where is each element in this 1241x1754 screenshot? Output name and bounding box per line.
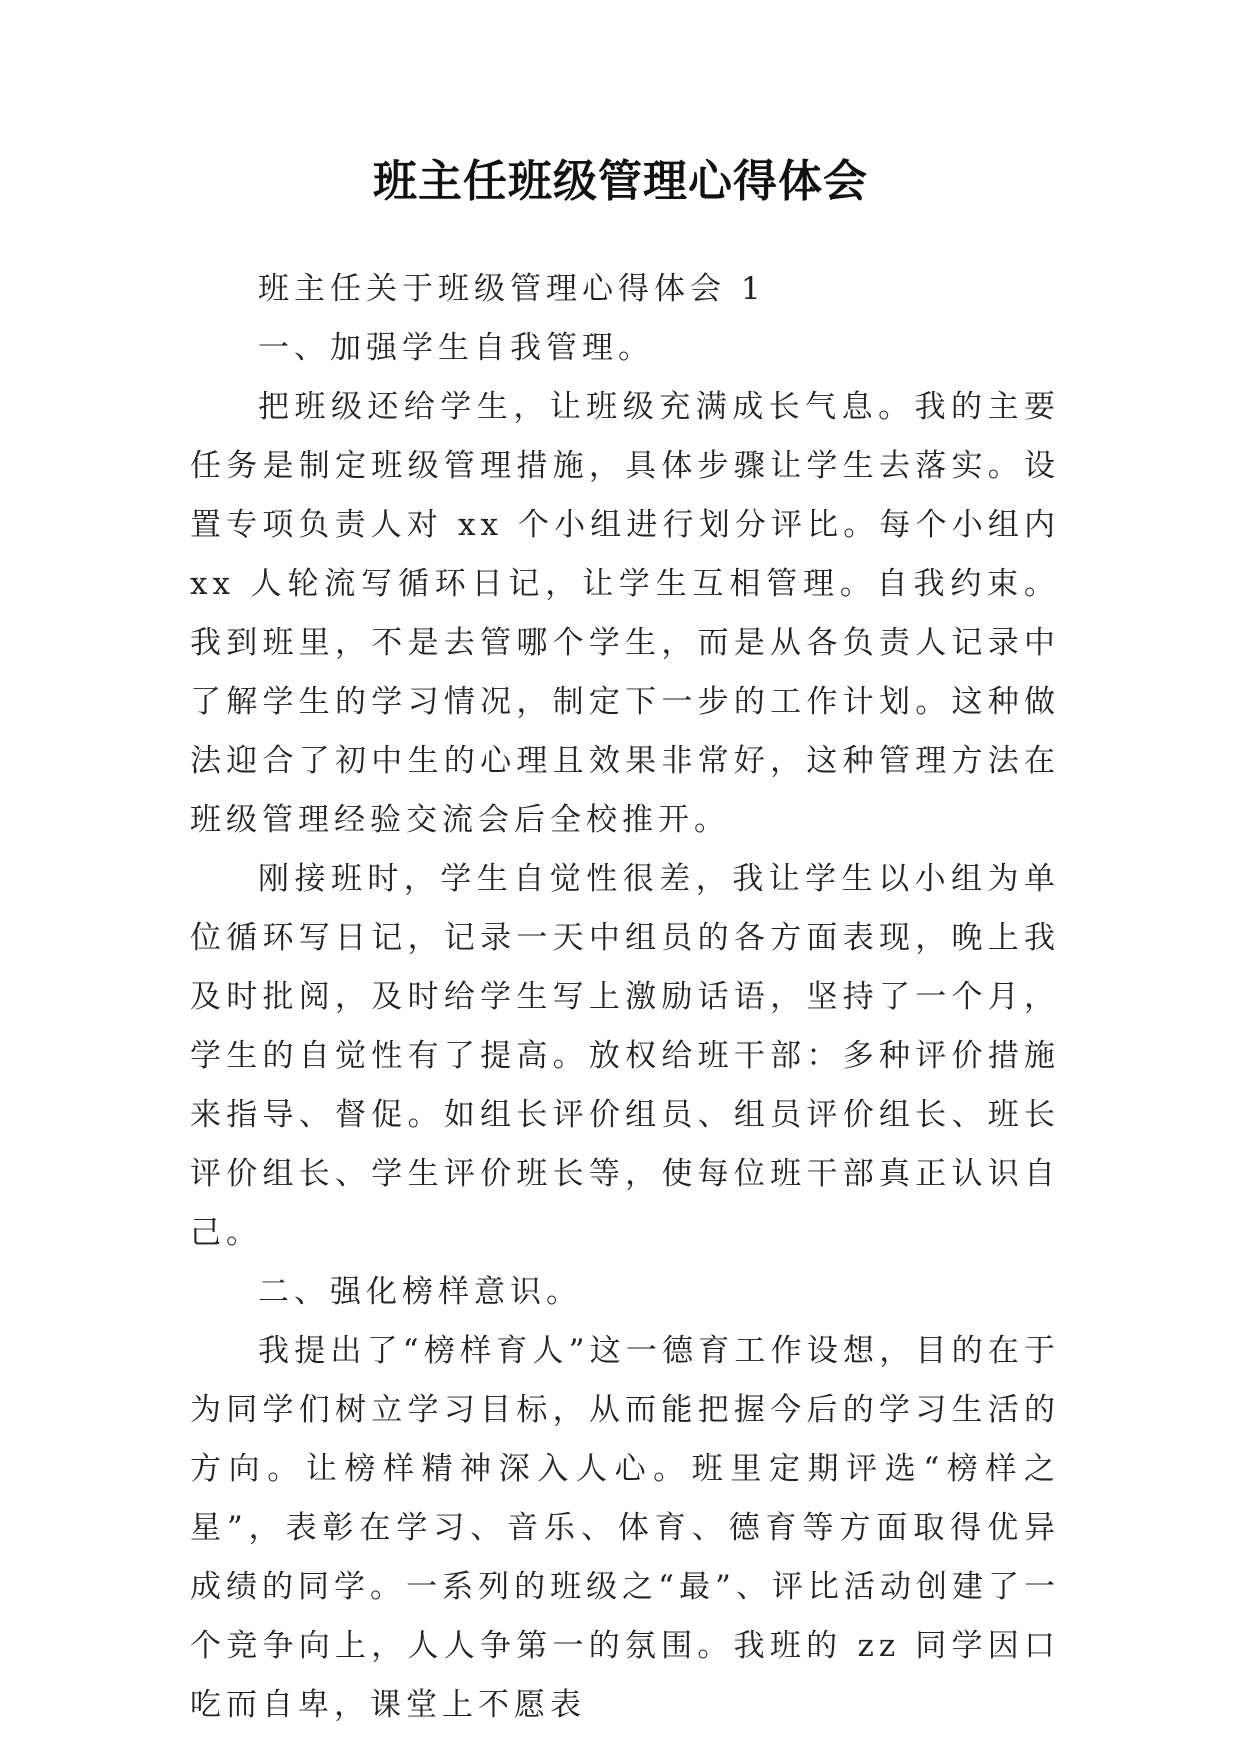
paragraph-section-heading-1: 一、加强学生自我管理。 <box>258 330 654 366</box>
document-body <box>190 260 1060 1735</box>
paragraph-body-2: 刚接班时，学生自觉性很差，我让学生以小组为单位循环写日记，记录一天中组员的各方面表现，晚上我及时批阅，及时给学生写上激励话语，坚持了一个月，学生的自觉性有了提高。放权给班干部：多种评价措施来指导、督促。如组长评价组员、组员评价组长、班长评价组长、学生评价班长等，使每位班干部真正认识自己。 <box>190 861 1060 1251</box>
paragraph-subtitle: 班主任关于班级管理心得体会 1 <box>258 271 766 307</box>
paragraph-body-1: 把班级还给学生，让班级充满成长气息。我的主要任务是制定班级管理措施，具体步骤让学生去落实。设置专项负责人对 xx 个小组进行划分评比。每个小组内 xx 人轮流写循环日记，让学生互相管理。自我约束。我到班里，不是去管哪个学生，而是从各负责人记录中了解学生的学习情况，制定下一步的工作计划。这种做法迎合了初中生的心理且效果非常好，这种管理方法在班级管理经验交流会后全校推开。 <box>190 389 1060 838</box>
paragraph-body-3: 我提出了“榜样育人”这一德育工作设想，目的在于为同学们树立学习目标，从而能把握今后的学习生活的方向。让榜样精神深入人心。班里定期评选“榜样之星”，表彰在学习、音乐、体育、德育等方面取得优异成绩的同学。一系列的班级之“最”、评比活动创建了一个竞争向上，人人争第一的氛围。我班的 zz 同学因口吃而自卑，课堂上不愿表 <box>190 1333 1060 1723</box>
document-title: 班主任班级管理心得体会 <box>373 156 868 207</box>
paragraph-section-heading-2: 二、强化榜样意识。 <box>258 1274 582 1310</box>
